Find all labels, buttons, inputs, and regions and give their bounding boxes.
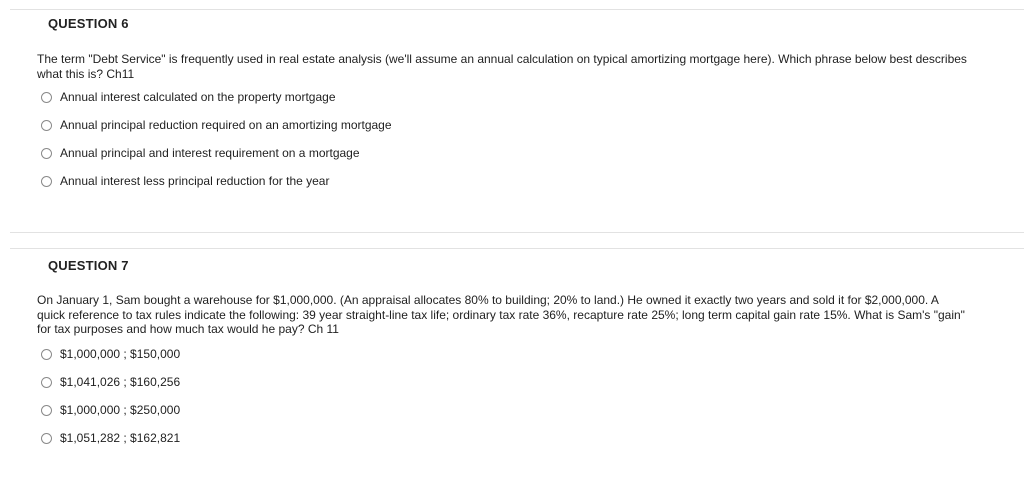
answer-option[interactable] (41, 174, 329, 188)
option-label: $1,041,026 ; $160,256 (60, 375, 181, 389)
option-label: $1,051,282 ; $162,821 (60, 431, 181, 445)
answer-option[interactable] (41, 431, 180, 445)
answer-option[interactable] (41, 90, 336, 104)
option-label: Annual principal and interest requirement on a mortgage (60, 146, 360, 160)
radio-button[interactable] (41, 92, 52, 103)
answer-option[interactable] (41, 403, 180, 417)
option-label: Annual interest calculated on the property mortgage (60, 90, 336, 104)
answer-option[interactable] (41, 118, 392, 132)
option-label: $1,000,000 ; $150,000 (60, 347, 181, 361)
radio-button[interactable] (41, 377, 52, 388)
question-6 (10, 0, 1024, 233)
radio-button[interactable] (41, 148, 52, 159)
radio-button[interactable] (41, 433, 52, 444)
question-heading: QUESTION 7 (48, 258, 129, 273)
option-label: Annual principal reduction required on an amortizing mortgage (60, 118, 392, 132)
question-text: The term "Debt Service" is frequently used in real estate analysis (we'll assume an annual calculation on typical amortizing mortgage here). Which phrase below best describes what this is? Ch11 (37, 52, 967, 81)
radio-button[interactable] (41, 405, 52, 416)
radio-button[interactable] (41, 120, 52, 131)
question-heading: QUESTION 6 (48, 16, 129, 31)
option-label: $1,000,000 ; $250,000 (60, 403, 181, 417)
option-label: Annual interest less principal reduction for the year (60, 174, 330, 188)
question-7 (10, 248, 1024, 480)
question-text: On January 1, Sam bought a warehouse for $1,000,000. (An appraisal allocates 80% to building; 20% to land.) He owned it exactly two years and sold it for $2,000,000. A quick reference to tax rules indicate the following: 39 year straight-line tax life; ordinary tax rate 36%, recapture rate 25%; long term capital gain rate 15%. What is Sam's "gain" for tax purposes and how much tax would he pay? Ch 11 (37, 293, 965, 336)
radio-button[interactable] (41, 349, 52, 360)
answer-option[interactable] (41, 347, 180, 361)
answer-option[interactable] (41, 375, 180, 389)
radio-button[interactable] (41, 176, 52, 187)
answer-option[interactable] (41, 146, 360, 160)
